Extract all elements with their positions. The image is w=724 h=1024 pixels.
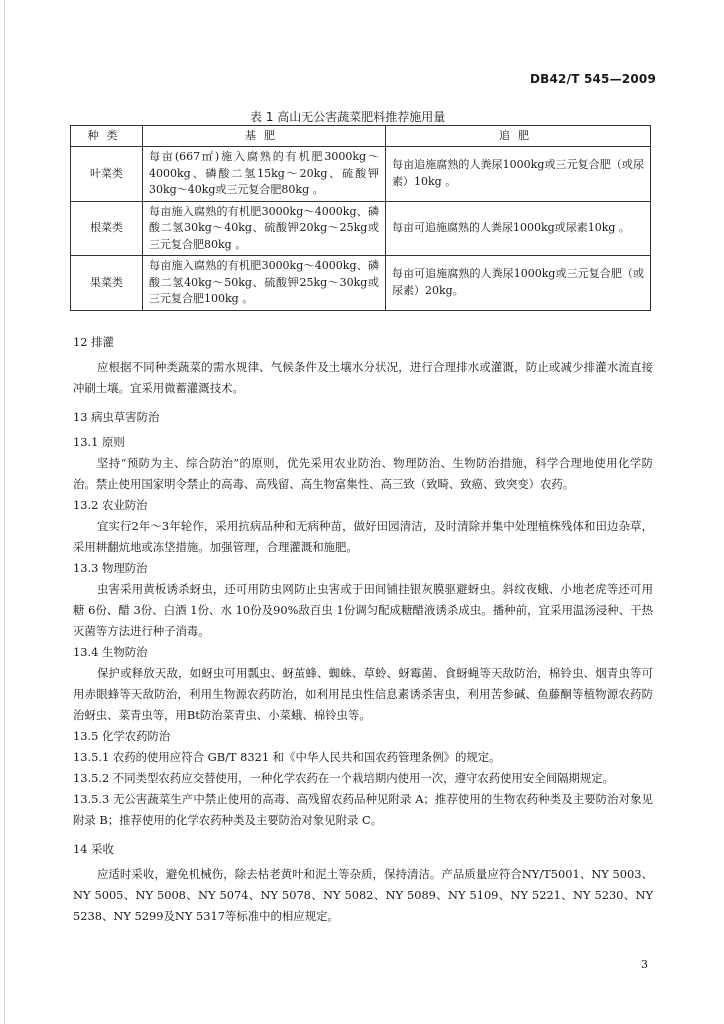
row-top-dressing: 每亩可追施腐熟的人粪尿1000kg或三元复合肥（或尿素）20kg。 bbox=[386, 256, 651, 311]
table-row bbox=[71, 147, 651, 202]
row-kind: 根菜类 bbox=[71, 201, 143, 256]
row-kind: 果菜类 bbox=[71, 256, 143, 311]
subsection-13-1-paragraph: 坚持“预防为主、综合防治”的原则，优先采用农业防治、物理防治、生物防治措施，科学合理地使用化学防治。禁止使用国家明令禁止的高毒、高残留、高生物富集性、高三致（致畸、致癌、致突变）农药。 bbox=[73, 456, 653, 491]
subsection-heading-13-3: 13.3 物理防治 bbox=[73, 561, 148, 575]
row-base-fertilizer: 每亩施入腐熟的有机肥3000kg～4000kg、磷酸二氢40kg～50kg、硫酸钾25kg～30kg或三元复合肥100kg 。 bbox=[143, 256, 386, 311]
header-kind: 种类 bbox=[71, 126, 143, 147]
row-base-fertilizer: 每亩(667㎡)施入腐熟的有机肥3000kg～4000kg、磷酸二氢15kg～20kg、硫酸钾30kg～40kg或三元复合肥80kg 。 bbox=[143, 147, 386, 202]
section-heading-12: 12 排灌 bbox=[73, 335, 114, 349]
section-14-paragraph: 应适时采收，避免机械伤，除去枯老黄叶和泥土等杂质，保持清洁。产品质量应符合NY/T5001、NY 5003、NY 5005、NY 5008、NY 5074、NY 5078、NY 5082、NY 5089、NY 5109、NY 5221、NY 5230、NY 5238、NY 5299及NY 5317等标准中的相应规定。 bbox=[73, 867, 653, 923]
subsection-13-4-paragraph: 保护或释放天敌，如蚜虫可用瓢虫、蚜茧蜂、蜘蛛、草蛉、蚜霉菌、食蚜蝇等天敌防治，棉铃虫、烟青虫等可用赤眼蜂等天敌防治，利用生物源农药防治，如利用昆虫性信息素诱杀害虫，利用苦参碱、鱼藤酮等植物源农药防治蚜虫、菜青虫等，用Bt防治菜青虫、小菜蛾、棉铃虫等。 bbox=[73, 666, 653, 722]
table-header-row bbox=[71, 126, 651, 147]
subsection-13-2-paragraph: 宜实行2年～3年轮作，采用抗病品种和无病种苗，做好田园清洁，及时清除并集中处理植株残体和田边杂草，采用耕翻炕地或冻垡措施。加强管理，合理灌溉和施肥。 bbox=[73, 519, 653, 554]
section-12-paragraph: 应根据不同种类蔬菜的需水规律、气候条件及土壤水分状况，进行合理排水或灌溉，防止或减少排灌水流直接冲刷土壤。宜采用微蓄灌溉技术。 bbox=[73, 360, 653, 395]
section-heading-14: 14 采收 bbox=[73, 842, 114, 856]
row-base-fertilizer: 每亩施入腐熟的有机肥3000kg～4000kg、磷酸二氢30kg～40kg、硫酸钾20kg～25kg或三元复合肥80kg 。 bbox=[143, 201, 386, 256]
clause-13-5-3: 13.5.3 无公害蔬菜生产中禁止使用的高毒、高残留农药品种见附录 A；推荐使用的生物农药种类及主要防治对象见附录 B；推荐使用的化学农药种类及主要防治对象见附录 C。 bbox=[73, 792, 653, 827]
page-number: 3 bbox=[641, 958, 648, 971]
subsection-heading-13-2: 13.2 农业防治 bbox=[73, 498, 148, 512]
row-kind: 叶菜类 bbox=[71, 147, 143, 202]
table-caption: 表 1 高山无公害蔬菜肥料推荐施用量 bbox=[250, 110, 446, 124]
table-row bbox=[71, 256, 651, 311]
clause-13-5-2: 13.5.2 不同类型农药应交替使用，一种化学农药在一个栽培期内使用一次，遵守农药使用安全间隔期规定。 bbox=[73, 771, 615, 785]
table-row bbox=[71, 201, 651, 256]
fertilizer-table bbox=[70, 125, 651, 311]
scan-edge-line bbox=[4, 0, 5, 1024]
subsection-13-3-paragraph: 虫害采用黄板诱杀蚜虫，还可用防虫网防止虫害或于田间铺挂银灰膜驱避蚜虫。斜纹夜蛾、小地老虎等还可用糖 6份、醋 3份、白酒 1份、水 10份及90%敌百虫 1份调匀配成糖醋液诱杀成虫。播种前，宜采用温汤浸种、干热灭菌等方法进行种子消毒。 bbox=[73, 582, 653, 638]
fertilizer-table-wrapper bbox=[70, 125, 650, 311]
clause-13-5-1: 13.5.1 农药的使用应符合 GB/T 8321 和《中华人民共和国农药管理条例》的规定。 bbox=[73, 750, 501, 764]
subsection-heading-13-1: 13.1 原则 bbox=[73, 435, 125, 449]
row-top-dressing: 每亩可追施腐熟的人粪尿1000kg或尿素10kg 。 bbox=[386, 201, 651, 256]
header-top-dressing: 追肥 bbox=[386, 126, 651, 147]
section-heading-13: 13 病虫草害防治 bbox=[73, 410, 160, 424]
subsection-heading-13-4: 13.4 生物防治 bbox=[73, 645, 148, 659]
row-top-dressing: 每亩追施腐熟的人粪尿1000kg或三元复合肥（或尿素）10kg 。 bbox=[386, 147, 651, 202]
header-base-fertilizer: 基肥 bbox=[143, 126, 386, 147]
subsection-heading-13-5: 13.5 化学农药防治 bbox=[73, 729, 171, 743]
standard-code: DB42/T 545—2009 bbox=[530, 72, 656, 86]
document-body bbox=[73, 324, 653, 927]
